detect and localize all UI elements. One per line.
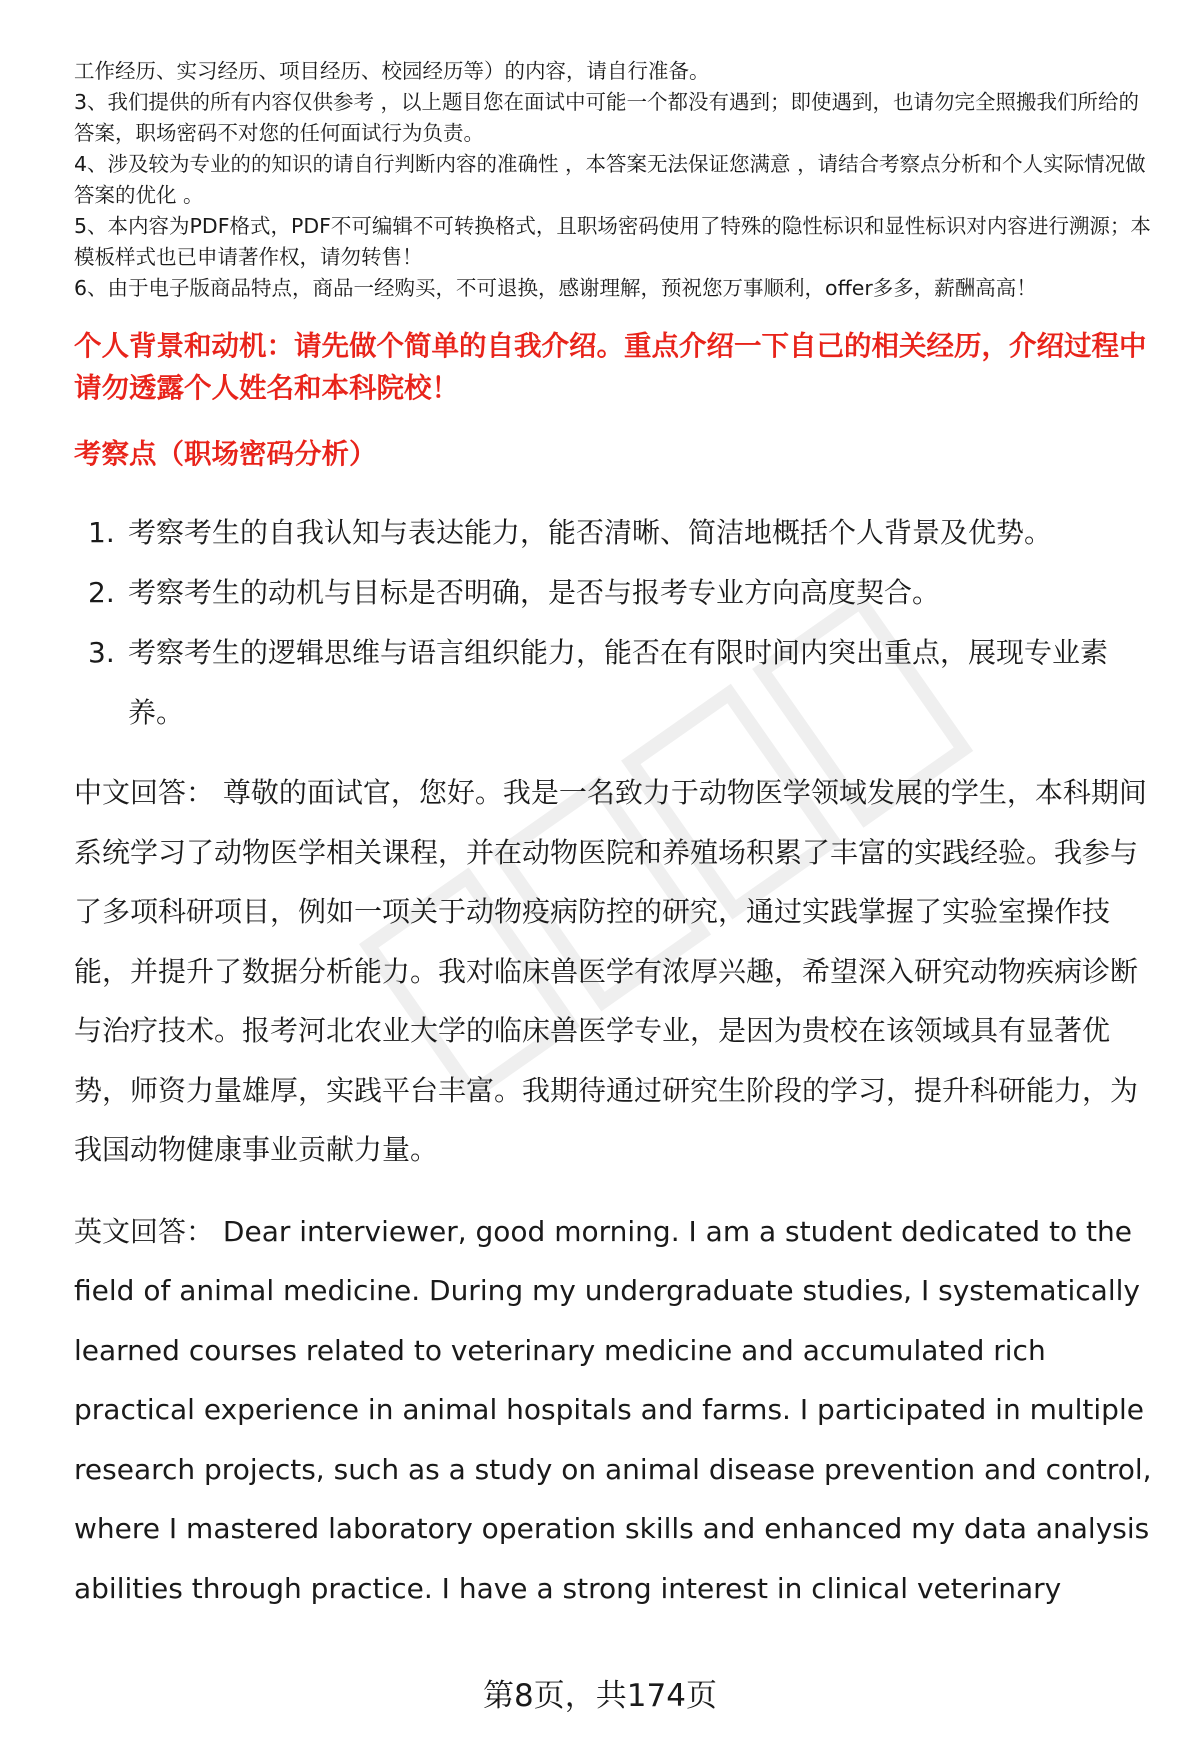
chinese-answer: 中文回答： 尊敬的面试官，您好。我是一名致力于动物医学领域发展的学生，本科期间系统学习了动物医学相关课程，并在动物医院和养殖场积累了丰富的实践经验。我参与了多项科研项目，例如一项关于动物疫病防控的研究，通过实践掌握了实验室操作技能，并提升了数据分析能力。我对临床兽医学有浓厚兴趣，希望深入研究动物疾病诊断与治疗技术。报考河北农业大学的临床兽医学专业，是因为贵校在该领域具有显著优势，师资力量雄厚，实践平台丰富。我期待通过研究生阶段的学习，提升科研能力，为我国动物健康事业贡献力量。 — [74, 776, 1147, 1166]
question-title: 个人背景和动机：请先做个简单的自我介绍。重点介绍一下自己的相关经历，介绍过程中请勿透露个人姓名和本科院校！ — [74, 330, 1147, 404]
note-line: 3、我们提供的所有内容仅供参考 ，以上题目您在面试中可能一个都没有遇到；即使遇到，也请勿完全照搬我们所给的答案，职场密码不对您的任何面试行为负责。 — [74, 90, 1140, 145]
list-item — [74, 563, 1154, 623]
list-item — [74, 503, 1154, 563]
page-number-footer: 第8页，共174页 — [483, 1678, 717, 1714]
note-line: 工作经历、实习经历、项目经历、校园经历等）的内容，请自行准备。 — [74, 59, 710, 83]
list-item-text: 考察考生的动机与目标是否明确，是否与报考专业方向高度契合。 — [128, 576, 941, 609]
list-item — [74, 623, 1154, 743]
list-item-text: 考察考生的自我认知与表达能力，能否清晰、简洁地概括个人背景及优势。 — [128, 516, 1053, 549]
note-line: 4、涉及较为专业的的知识的请自行判断内容的准确性 ，本答案无法保证您满意 ，请结合考察点分析和个人实际情况做答案的优化 。 — [74, 152, 1146, 207]
list-item-text: 考察考生的逻辑思维与语言组织能力，能否在有限时间内突出重点，展现专业素养。 — [128, 636, 1109, 729]
analysis-points-list — [74, 503, 1154, 743]
document-page — [74, 56, 1154, 1618]
list-number: 1. — [88, 516, 115, 549]
english-answer: 英文回答： Dear interviewer, good morning. I am a student dedicated to the field of animal medicine. During my undergraduate studies, I systematically learned courses related to veterinary medicine and accumulated rich practical experience in animal hospitals and farms. I participated in multiple research projects, such as a study on animal disease prevention and control, where I mastered laboratory operation skills and enhanced my data analysis abilities through practice. I have a strong interest in clinical veterinary — [74, 1214, 1152, 1605]
list-number: 2. — [88, 576, 115, 609]
list-number: 3. — [88, 636, 115, 669]
notes-section — [74, 56, 1154, 304]
analysis-title: 考察点（职场密码分析） — [74, 438, 377, 470]
note-line: 5、本内容为PDF格式，PDF不可编辑不可转换格式，且职场密码使用了特殊的隐性标识和显性标识对内容进行溯源；本模板样式也已申请著作权，请勿转售！ — [74, 214, 1151, 269]
note-line: 6、由于电子版商品特点，商品一经购买，不可退换，感谢理解，预祝您万事顺利，offer多多，薪酬高高！ — [74, 276, 1037, 300]
